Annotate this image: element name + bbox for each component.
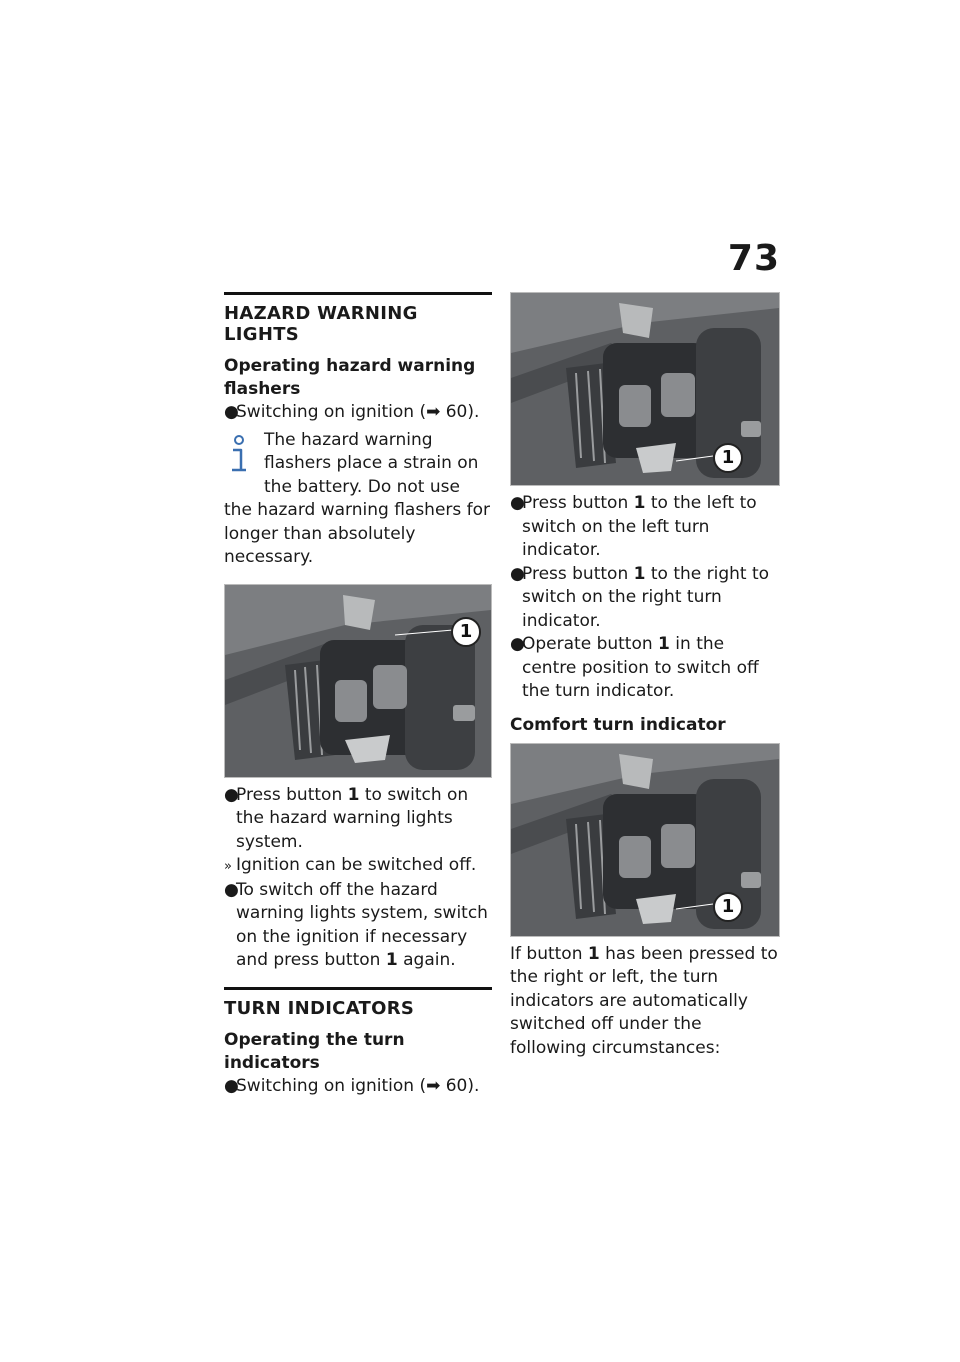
section-title-hazard: HAZARD WARNING LIGHTS: [224, 303, 418, 345]
handlebar-photo-turn: [510, 292, 780, 486]
page-number: 73: [727, 238, 780, 279]
section-title-turn: TURN INDICATORS: [224, 997, 415, 1019]
subheading-comfort: Comfort turn indicator: [510, 714, 726, 735]
step-switch-off: ●To switch off the hazard warning lights system, switch on the ignition if necessary and press button 1 again.: [224, 879, 488, 970]
bullet-icon: ●: [224, 784, 239, 805]
handlebar-photo-hazard: [224, 584, 492, 778]
handlebar-illustration: [225, 585, 491, 777]
bullet-icon: ●: [224, 879, 239, 900]
bullet-icon: ●: [510, 634, 525, 654]
step-press-button: ●Press button 1 to switch on the hazard warning lights system.: [224, 784, 469, 852]
section-divider: [224, 292, 492, 295]
info-note: [224, 429, 492, 570]
bullet-icon: ●: [510, 563, 525, 584]
subheading-hazard: Operating hazard warning flashers: [224, 356, 476, 399]
step-ignition: ●Switching on ignition (➡ 60).: [224, 401, 492, 425]
step-centre: ●Operate button 1 in the centre position to switch off the turn indicator.: [510, 634, 759, 701]
bullet-icon: ●: [224, 402, 239, 422]
subheading-turn: Operating the turn indicators: [224, 1029, 405, 1073]
callout-1: 1: [713, 892, 743, 922]
callout-1: 1: [451, 617, 481, 647]
bullet-icon: ●: [224, 1075, 239, 1096]
step-right: ●Press button 1 to the right to switch on the right turn indicator.: [510, 563, 770, 631]
right-column: [510, 292, 778, 1060]
step-ignition-turn: ●Switching on ignition (➡ 60).: [224, 1075, 492, 1099]
result-ignition-off: » Ignition can be switched off.: [224, 854, 492, 879]
result-arrow-icon: »: [224, 859, 232, 874]
bullet-icon: ●: [510, 493, 525, 513]
comfort-description: If button 1 has been pressed to the right or left, the turn indicators are automatically switched off under the following circumstances:: [510, 943, 778, 1058]
handlebar-photo-comfort: [510, 743, 780, 937]
callout-1: 1: [713, 443, 743, 473]
section-divider: [224, 987, 492, 990]
left-column: [224, 292, 492, 1098]
info-icon: [224, 433, 254, 477]
step-left: ●Press button 1 to the left to switch on the left turn indicator.: [510, 493, 757, 560]
note-text: The hazard warning flashers place a strain on the battery. Do not use the hazard warning flashers for longer than absolutely necessary.: [224, 429, 491, 567]
